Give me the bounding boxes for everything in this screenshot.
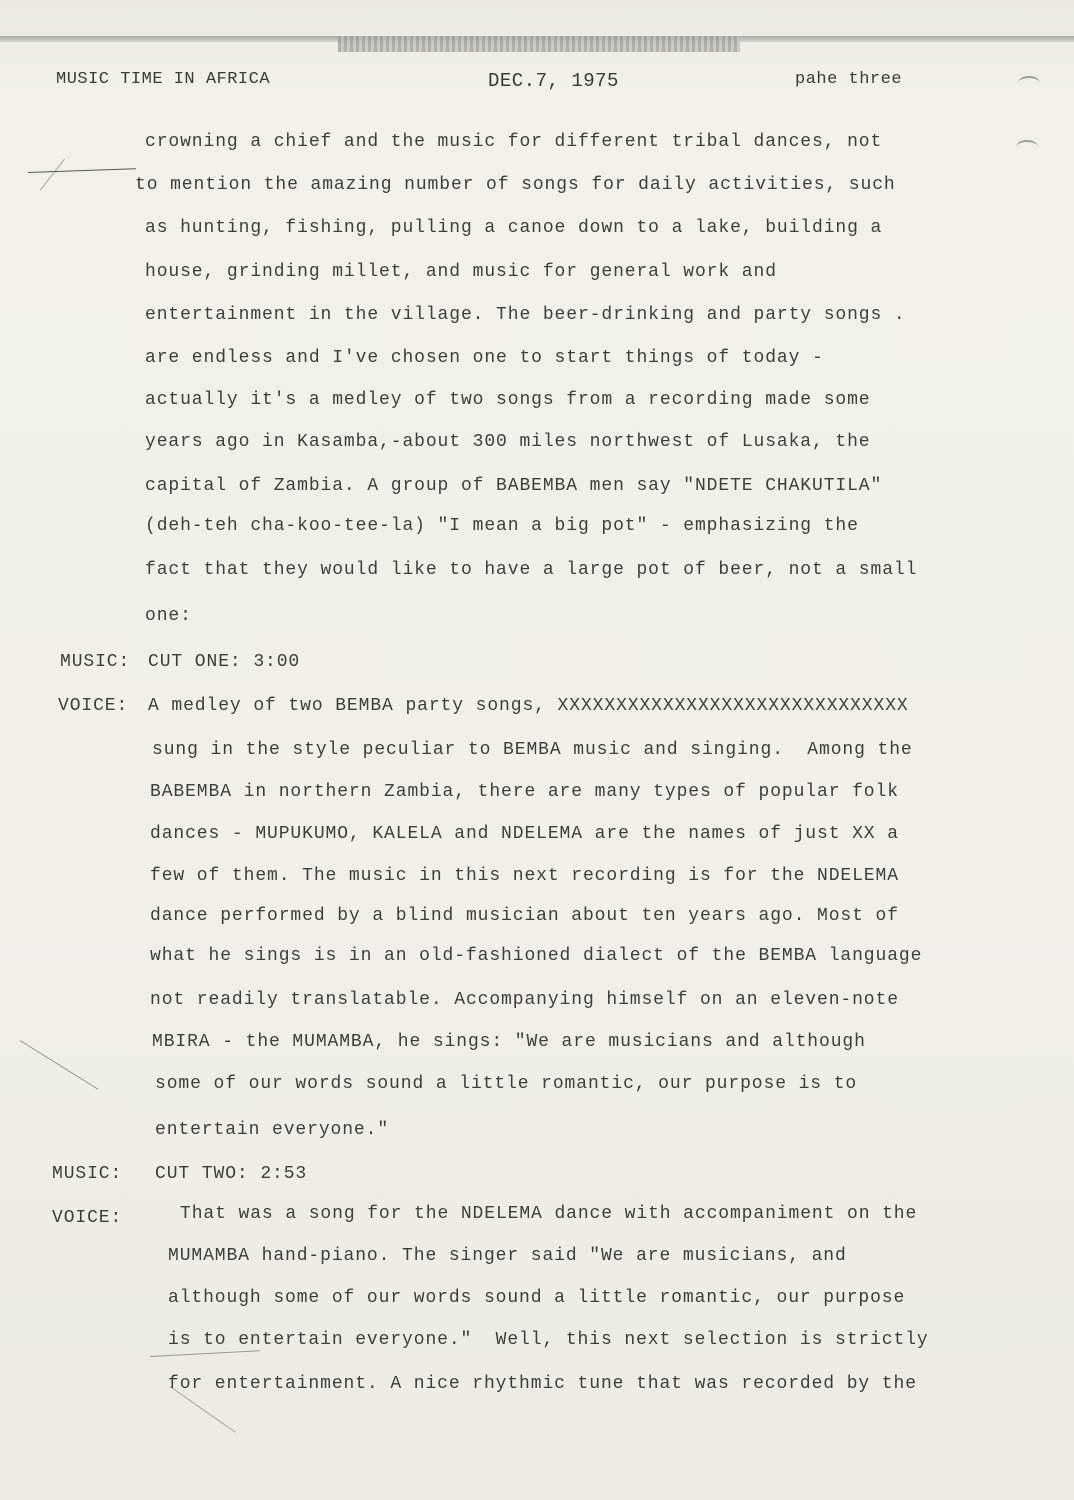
- text-line: not readily translatable. Accompanying himself on an eleven-note: [150, 990, 899, 1010]
- music-cue-text: CUT TWO: 2:53: [155, 1164, 308, 1184]
- music-cue-label: MUSIC:: [60, 652, 131, 672]
- text-line: crowning a chief and the music for different tribal dances, not: [145, 132, 883, 152]
- text-line: few of them. The music in this next recording is for the NDELEMA: [150, 866, 899, 886]
- margin-pencil-mark: [20, 1040, 99, 1090]
- text-line: capital of Zambia. A group of BABEMBA men say "NDETE CHAKUTILA": [145, 476, 883, 496]
- voice-label: VOICE:: [52, 1208, 123, 1228]
- margin-pencil-mark: [28, 168, 136, 173]
- text-line: for entertainment. A nice rhythmic tune that was recorded by the: [168, 1374, 917, 1394]
- text-line: years ago in Kasamba,-about 300 miles northwest of Lusaka, the: [145, 432, 871, 452]
- music-cue-text: CUT ONE: 3:00: [148, 652, 301, 672]
- page-number: pahe three: [795, 70, 903, 89]
- text-line: fact that they would like to have a large pot of beer, not a small: [145, 560, 918, 580]
- text-line: That was a song for the NDELEMA dance with accompaniment on the: [180, 1204, 918, 1224]
- text-line: as hunting, fishing, pulling a canoe down to a lake, building a: [145, 218, 883, 238]
- broadcast-date: DEC.7, 1975: [488, 70, 619, 92]
- text-line: actually it's a medley of two songs from a recording made some: [145, 390, 871, 410]
- text-line: are endless and I've chosen one to start things of today -: [145, 348, 824, 368]
- text-line: BABEMBA in northern Zambia, there are many types of popular folk: [150, 782, 899, 802]
- punch-hole-mark: [1018, 76, 1040, 90]
- text-line: one:: [145, 606, 192, 626]
- margin-pencil-mark: [150, 1350, 260, 1357]
- text-line: MUMAMBA hand-piano. The singer said "We are musicians, and: [168, 1246, 847, 1266]
- margin-pencil-mark: [40, 159, 65, 191]
- voice-label: VOICE:: [58, 696, 129, 716]
- text-line: is to entertain everyone." Well, this next selection is strictly: [168, 1330, 929, 1350]
- text-line: entertainment in the village. The beer-drinking and party songs .: [145, 305, 906, 325]
- text-line: entertain everyone.": [155, 1120, 390, 1140]
- text-line: to mention the amazing number of songs for daily activities, such: [135, 175, 896, 195]
- text-line: sung in the style peculiar to BEMBA music and singing. Among the: [152, 740, 913, 760]
- music-cue-label: MUSIC:: [52, 1164, 123, 1184]
- punch-hole-mark: [1016, 140, 1038, 154]
- text-line: dances - MUPUKUMO, KALELA and NDELEMA are the names of just XX a: [150, 824, 899, 844]
- text-line: (deh-teh cha-koo-tee-la) "I mean a big pot" - emphasizing the: [145, 516, 859, 536]
- tape-strip: [338, 36, 740, 52]
- text-line: A medley of two BEMBA party songs, XXXXXXXXXXXXXXXXXXXXXXXXXXXXXX: [148, 696, 909, 716]
- text-line: what he sings is in an old-fashioned dialect of the BEMBA language: [150, 946, 923, 966]
- text-line: house, grinding millet, and music for general work and: [145, 262, 777, 282]
- text-line: MBIRA - the MUMAMBA, he sings: "We are musicians and although: [152, 1032, 866, 1052]
- text-line: some of our words sound a little romantic, our purpose is to: [155, 1074, 858, 1094]
- text-line: although some of our words sound a little romantic, our purpose: [168, 1288, 906, 1308]
- text-line: dance performed by a blind musician about ten years ago. Most of: [150, 906, 899, 926]
- program-title: MUSIC TIME IN AFRICA: [56, 70, 271, 89]
